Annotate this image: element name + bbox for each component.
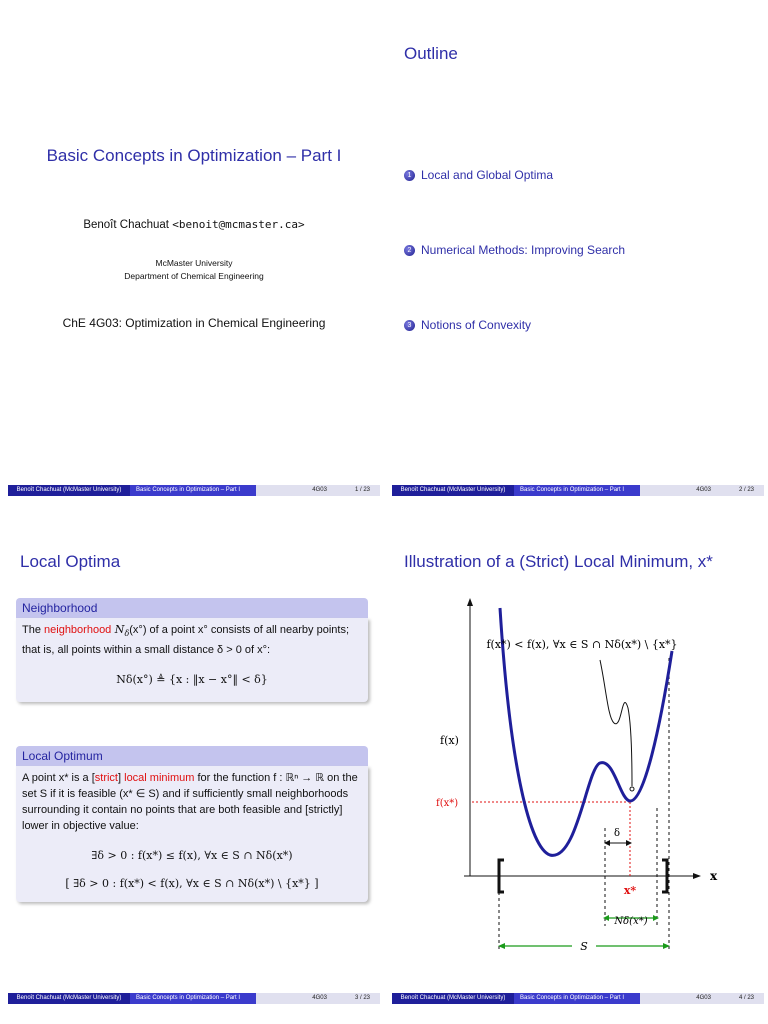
annotation-pointer <box>600 660 632 786</box>
course-name: ChE 4G03: Optimization in Chemical Engineering <box>62 316 326 330</box>
slide-outline <box>392 0 764 496</box>
footer-author: Benoît Chachuat (McMaster University) <box>8 993 130 1004</box>
footer <box>8 485 380 496</box>
footer-course: 4G03 <box>312 995 327 1001</box>
slide-title: Illustration of a (Strict) Local Minimum, x* <box>404 552 713 571</box>
local-minimum-figure <box>392 508 764 988</box>
outline-item-3[interactable] <box>404 318 531 332</box>
nbhd-label: Nδ(x*) <box>614 916 648 927</box>
footer-page: 1 / 23 <box>354 487 370 493</box>
text: The <box>22 624 45 636</box>
text: (x°) of a point x° consists of all nearby points; that is, all points within a small distance δ > 0 of x°: <box>22 624 349 657</box>
slide-illustration <box>392 508 764 1004</box>
text: A point x* is a [ <box>22 772 95 784</box>
x-axis-label: x <box>710 869 718 883</box>
footer-course: 4G03 <box>696 995 711 1001</box>
slide-title: Local Optima <box>20 552 121 571</box>
set-label: S <box>580 940 588 953</box>
annotation-text: f(x*) < f(x), ∀x ∈ S ∩ Nδ(x*) \ {x*} <box>486 638 678 651</box>
footer <box>392 485 764 496</box>
term-neighborhood: neighborhood <box>44 624 112 636</box>
local-optimum-block <box>16 746 368 902</box>
department: Department of Chemical Engineering <box>124 271 264 281</box>
institution <box>8 257 380 283</box>
nbhd-arrow-icon <box>653 915 659 921</box>
footer-author: Benoît Chachuat (McMaster University) <box>8 485 130 496</box>
block-heading: Local Optimum <box>16 746 368 766</box>
x-axis-arrow-icon <box>693 873 701 879</box>
y-axis-arrow-icon <box>467 598 473 606</box>
number-ball-icon: 2 <box>404 245 415 256</box>
text: N <box>111 623 125 636</box>
delta-label: δ <box>613 828 621 839</box>
footer-page: 2 / 23 <box>738 487 754 493</box>
x-star-label: x* <box>623 884 637 897</box>
footer-title: Basic Concepts in Optimization – Part I <box>514 993 640 1004</box>
outline-item-2[interactable] <box>404 243 625 257</box>
fx-star-label: f(x*) <box>436 798 459 809</box>
strict-optimum-equation: [ ∃δ > 0 : f(x*) < f(x), ∀x ∈ S ∩ Nδ(x*) \ {x*} ] <box>65 877 319 890</box>
term-local-minimum: local minimum <box>124 772 195 784</box>
outline-item-1[interactable] <box>404 168 553 182</box>
term-strict: strict <box>94 772 118 784</box>
nbhd-arrow-icon <box>603 915 609 921</box>
slide-local-optima <box>8 508 380 1004</box>
university: McMaster University <box>155 258 233 268</box>
footer-course: 4G03 <box>312 487 327 493</box>
outline-label: Local and Global Optima <box>421 168 554 182</box>
text: ] <box>118 772 125 784</box>
footer-title: Basic Concepts in Optimization – Part I <box>130 993 256 1004</box>
author-name: Benoît Chachuat <box>83 219 169 231</box>
author-email: <benoit@mcmaster.ca> <box>172 218 305 231</box>
presentation-title: Basic Concepts in Optimization – Part I <box>46 146 342 165</box>
number-ball-icon: 3 <box>404 320 415 331</box>
block-heading: Neighborhood <box>16 598 368 618</box>
footer-page: 4 / 23 <box>738 995 754 1001</box>
slide-title: Outline <box>404 44 458 63</box>
footer-course: 4G03 <box>696 487 711 493</box>
number-ball-icon: 1 <box>404 170 415 181</box>
footer-page: 3 / 23 <box>354 995 370 1001</box>
neighborhood-block: Neighborhood The neighborhood $N_\delta(x^\circ)$ of a point x° consists of all nearby points; that is, all points within a small distance δ > 0 of x°: Nδ(x°) ≜ {x : ‖x − x°‖ < δ} <box>16 598 368 702</box>
pointer-marker <box>630 787 634 791</box>
neighborhood-equation: Nδ(x°) ≜ {x : ‖x − x°‖ < δ} <box>116 673 268 687</box>
footer <box>8 993 380 1004</box>
optimum-equation: ∃δ > 0 : f(x*) ≤ f(x), ∀x ∈ S ∩ Nδ(x*) <box>91 849 293 862</box>
footer-author: Benoît Chachuat (McMaster University) <box>392 485 514 496</box>
slide-title <box>8 0 380 496</box>
author-line <box>8 218 380 231</box>
footer-title: Basic Concepts in Optimization – Part I <box>130 485 256 496</box>
footer-author: Benoît Chachuat (McMaster University) <box>392 993 514 1004</box>
text: for the function f : ℝⁿ → ℝ on the set S if it is feasible (x* ∈ S) and if sufficiently small neighborhoods surrounding it contain no points that are both feasible and [strictly] lower in objective value: <box>22 772 358 832</box>
outline-label: Notions of Convexity <box>421 318 532 332</box>
y-axis-label: f(x) <box>440 734 459 747</box>
outline-label: Numerical Methods: Improving Search <box>421 243 626 257</box>
delta-arrow-icon <box>626 840 632 846</box>
footer-title: Basic Concepts in Optimization – Part I <box>514 485 640 496</box>
footer <box>392 993 764 1004</box>
